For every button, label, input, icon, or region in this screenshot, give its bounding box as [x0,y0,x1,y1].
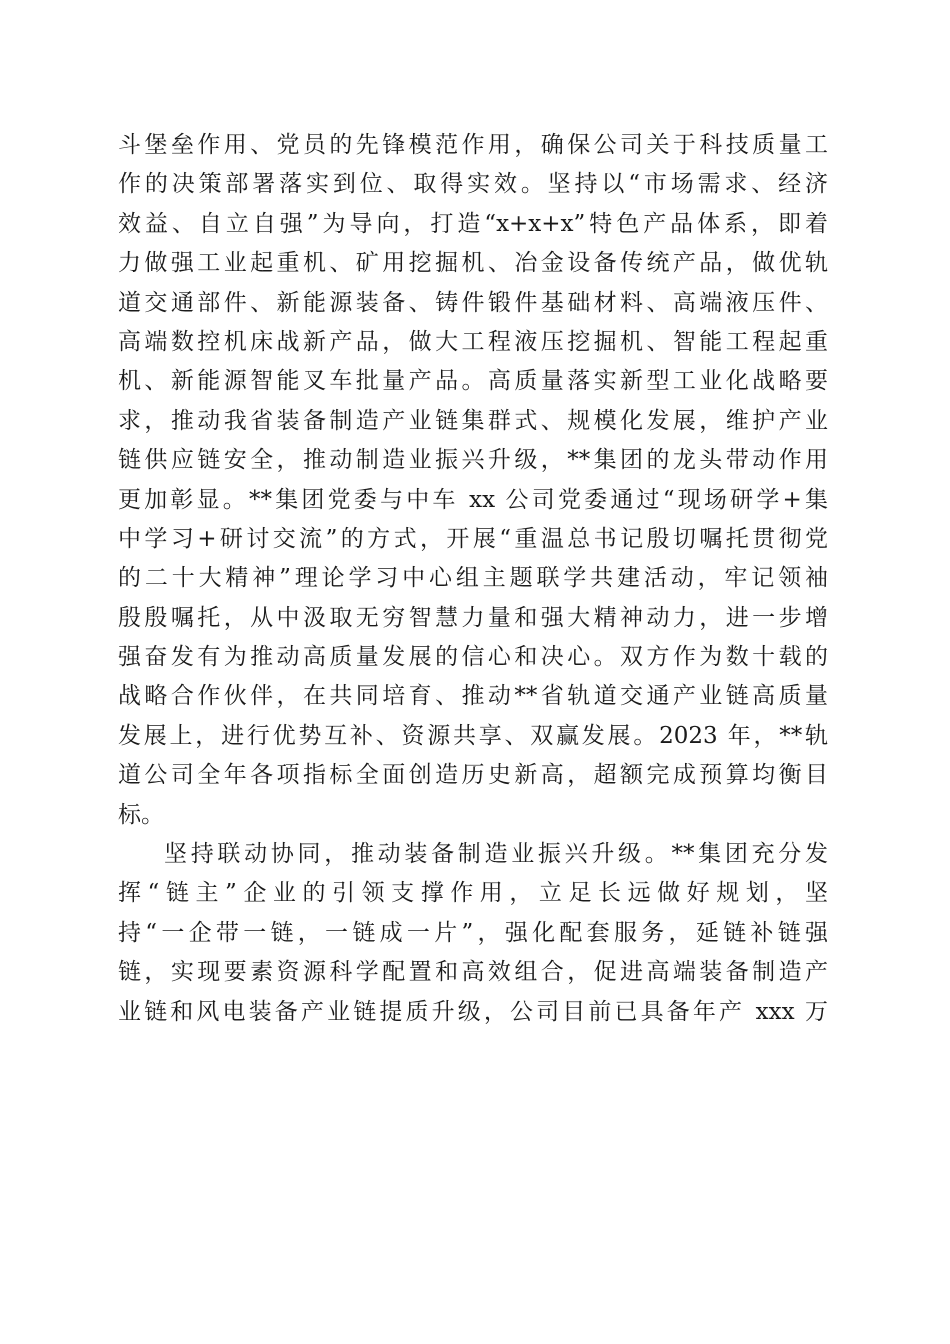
text-line: 链供应链安全，推动制造业振兴升级，**集团的龙头带动作用 [118,447,828,474]
text-line: 坚持联动协同，推动装备制造业振兴升级。**集团充分发 [164,841,828,868]
text-line: 持“一企带一链，一链成一片”，强化配套服务，延链补链强 [118,919,828,946]
text-line: 机、新能源智能叉车批量产品。高质量落实新型工业化战略要 [118,368,828,395]
text-line: 斗堡垒作用、党员的先锋模范作用，确保公司关于科技质量工 [118,132,828,158]
paragraph-1 [118,126,828,835]
text-line: 的二十大精神”理论学习中心组主题联学共建活动，牢记领袖 [118,565,828,592]
text-line: 更加彰显。**集团党委与中车 xx 公司党委通过“现场研学+集 [118,486,828,513]
text-line: 道公司全年各项指标全面创造历史新高，超额完成预算均衡目 [118,762,828,789]
text-line: 战略合作伙伴，在共同培育、推动**省轨道交通产业链高质量 [118,683,828,710]
text-line: 道交通部件、新能源装备、铸件锻件基础材料、高端液压件、 [118,289,828,316]
text-line: 效益、自立自强”为导向，打造“x+x+x”特色产品体系，即着 [118,210,828,237]
text-line: 链，实现要素资源科学配置和高效组合，促进高端装备制造产 [118,959,828,986]
text-line: 力做强工业起重机、矿用挖掘机、冶金设备传统产品，做优轨 [118,250,828,277]
text-line: 高端数控机床战新产品，做大工程液压挖掘机、智能工程起重 [118,328,828,355]
text-line: 殷殷嘱托，从中汲取无穷智慧力量和强大精神动力，进一步增 [118,604,828,631]
paragraph-2 [118,835,828,1032]
text-line: 求，推动我省装备制造产业链集群式、规模化发展，维护产业 [118,407,828,434]
text-line: 作的决策部署落实到位、取得实效。坚持以“市场需求、经济 [118,171,828,198]
text-line: 强奋发有为推动高质量发展的信心和决心。双方作为数十载的 [118,644,828,671]
text-line: 标。 [118,801,164,828]
text-line: 业链和风电装备产业链提质升级，公司目前已具备年产 xxx 万 [118,998,828,1025]
text-line: 挥“链主”企业的引领支撑作用，立足长远做好规划，坚 [118,880,828,907]
text-line: 中学习+研讨交流”的方式，开展“重温总书记殷切嘱托贯彻党 [118,525,828,552]
body-text [118,126,828,1032]
text-line: 发展上，进行优势互补、资源共享、双赢发展。2023 年，**轨 [118,722,828,749]
